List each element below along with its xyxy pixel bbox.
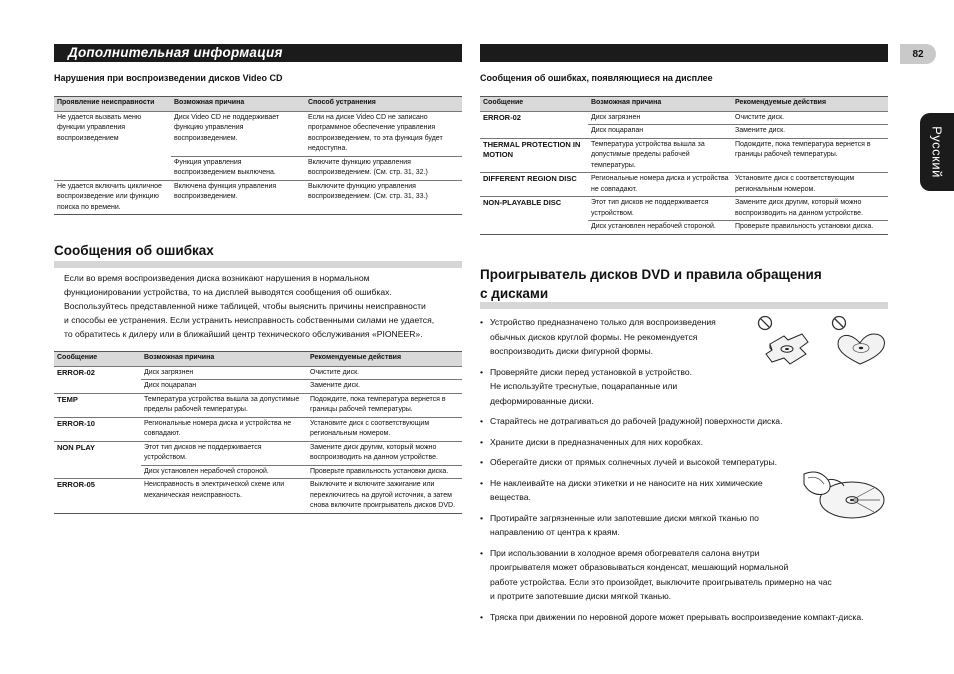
action-cell: Подождите, пока температура вернется в границы рабочей температуры.: [307, 393, 462, 417]
cause-cell: Функция управления воспроизведением выключена.: [171, 156, 305, 180]
list-item: • Устройство предназначено только для воспроизведения обычных дисков круглой формы. Не рекомендуется воспроизводить диски фигурной формы.: [480, 315, 900, 359]
action-cell: Проверьте правильность установки диска.: [307, 465, 462, 479]
table-row: [54, 393, 462, 417]
cause-cell: Этот тип дисков не поддерживается устройством.: [588, 197, 732, 221]
heart-shaped-disc-illustration: [830, 314, 890, 368]
action-cell: Замените диск.: [732, 125, 888, 139]
table-row: [54, 156, 462, 180]
handling-heading: Проигрыватель дисков DVD и правила обращения с дисками: [480, 267, 822, 301]
list-item: • Старайтесь не дотрагиваться до рабочей [радужной] поверхности диска.: [480, 414, 900, 429]
cause-cell: Диск загрязнен: [588, 111, 732, 125]
symptom-cell: [54, 156, 171, 180]
cause-cell: Региональные номера диска и устройства не совпадают.: [141, 417, 307, 441]
column-header: Возможная причина: [588, 97, 732, 112]
cause-cell: Диск поцарапан: [588, 125, 732, 139]
action-cell: Выключите функцию управления воспроизведением. (См. стр. 31, 33.): [305, 180, 462, 215]
table-row: [54, 465, 462, 479]
list-item: • При использовании в холодное время обогревателя салона внутри проигрывателя может образовываться конденсат, мешающий нормальной работе устройства. Если это произойдет, выключите проигрыватель примерно на час и протрите запотевшие диски мягкой тканью.: [480, 546, 900, 604]
message-cell: ERROR-02: [54, 366, 141, 380]
action-cell: Замените диск другим, который можно воспроизводить на данном устройстве.: [732, 197, 888, 221]
table-row: [480, 197, 888, 221]
action-cell: Включите функцию управления воспроизведением. (См. стр. 31, 32.): [305, 156, 462, 180]
page-number: 82: [900, 44, 936, 64]
table-row: [54, 417, 462, 441]
errors-heading: Сообщения об ошибках: [54, 243, 214, 258]
column-header: Сообщение: [54, 352, 141, 367]
display-errors-table: [480, 96, 888, 235]
prohibited-icon: [759, 317, 772, 330]
message-cell: ERROR-02: [480, 111, 588, 125]
message-cell: [480, 125, 588, 139]
table-row: [480, 221, 888, 235]
table-row: [54, 479, 462, 514]
cause-cell: Температура устройства вышла за допустимые пределы рабочей температуры.: [141, 393, 307, 417]
action-cell: Установите диск с соответствующим региональным номером.: [307, 417, 462, 441]
heading-rule: [54, 261, 462, 268]
list-item: • Оберегайте диски от прямых солнечных лучей и высокой температуры.: [480, 455, 900, 470]
section-banner-right: [480, 44, 888, 62]
action-cell: Установите диск с соответствующим региональным номером.: [732, 173, 888, 197]
cause-cell: Включена функция управления воспроизведением.: [171, 180, 305, 215]
language-tab-label: Русский: [929, 126, 945, 178]
symptom-cell: Не удается включить цикличное воспроизведение или функцию поиска по времени.: [54, 180, 171, 215]
column-header: Возможная причина: [171, 97, 305, 112]
errors-intro: Если во время воспроизведения диска возникают нарушения в нормальном функционировании устройства, то на дисплей выводятся сообщения об ошибках. Воспользуйтесь представленной ниже таблицей, чтобы выяснить причины неисправности и способы ее устранения. Если устранить неисправность собственными силами не удается, то обратитесь к дилеру или в ближайший центр технического обслуживания «PIONEER».: [64, 273, 435, 339]
action-cell: Очистите диск.: [307, 366, 462, 380]
column-header: Проявление неисправности: [54, 97, 171, 112]
action-cell: Замените диск.: [307, 380, 462, 394]
action-cell: Выключите и включите зажигание или переключитесь на другой источник, а затем снова включите проигрыватель дисков DVD.: [307, 479, 462, 514]
table-row: [54, 180, 462, 215]
cause-cell: Диск Video CD не поддерживает функцию управления воспроизведением.: [171, 111, 305, 156]
vcd-table: [54, 96, 462, 215]
message-cell: NON PLAY: [54, 441, 141, 465]
message-cell: ERROR-05: [54, 479, 141, 514]
column-header: Рекомендуемые действия: [732, 97, 888, 112]
errors-table: [54, 351, 462, 514]
message-cell: NON-PLAYABLE DISC: [480, 197, 588, 221]
odd-shaped-disc-illustration: [756, 314, 812, 368]
cause-cell: Температура устройства вышла за допустимые пределы рабочей температуры.: [588, 138, 732, 173]
message-cell: ERROR-10: [54, 417, 141, 441]
message-cell: TEMP: [54, 393, 141, 417]
list-item: • Протирайте загрязненные или запотевшие диски мягкой тканью по направлению от центра к краям.: [480, 511, 900, 540]
cause-cell: Неисправность в электрической схеме или механическая неисправность.: [141, 479, 307, 514]
table-row: [54, 380, 462, 394]
message-cell: [54, 380, 141, 394]
disc-wiping-illustration: [800, 466, 888, 524]
table-row: [480, 125, 888, 139]
message-cell: THERMAL PROTECTION IN MOTION: [480, 138, 588, 173]
table-row: [54, 441, 462, 465]
cause-cell: Региональные номера диска и устройства не совпадают.: [588, 173, 732, 197]
section-title: Дополнительная информация: [68, 45, 283, 60]
action-cell: Проверьте правильность установки диска.: [732, 221, 888, 235]
cause-cell: Диск установлен нерабочей стороной.: [141, 465, 307, 479]
action-cell: Подождите, пока температура вернется в границы рабочей температуры.: [732, 138, 888, 173]
list-item: • Храните диски в предназначенных для них коробках.: [480, 435, 900, 450]
action-cell: Очистите диск.: [732, 111, 888, 125]
list-item: • Проверяйте диски перед установкой в устройство. Не используйте треснутые, поцарапанные или деформированные диски.: [480, 365, 900, 409]
list-item: • Тряска при движении по неровной дороге может прерывать воспроизведение компакт-диска.: [480, 610, 900, 625]
cause-cell: Этот тип дисков не поддерживается устройством.: [141, 441, 307, 465]
column-header: Рекомендуемые действия: [307, 352, 462, 367]
cause-cell: Диск установлен нерабочей стороной.: [588, 221, 732, 235]
column-header: Возможная причина: [141, 352, 307, 367]
language-tab: [920, 113, 954, 191]
prohibited-icon: [833, 317, 846, 330]
table-row: [54, 111, 462, 156]
table-row: [480, 138, 888, 173]
cause-cell: Диск поцарапан: [141, 380, 307, 394]
table-row: [480, 173, 888, 197]
cause-cell: Диск загрязнен: [141, 366, 307, 380]
action-cell: Замените диск другим, который можно воспроизводить на данном устройстве.: [307, 441, 462, 465]
symptom-cell: Не удается вызвать меню функции управления воспроизведением: [54, 111, 171, 156]
display-errors-heading: Сообщения об ошибках, появляющиеся на дисплее: [480, 73, 713, 83]
message-cell: [480, 221, 588, 235]
heading-rule: [480, 302, 888, 309]
message-cell: DIFFERENT REGION DISC: [480, 173, 588, 197]
list-item: • Не наклеивайте на диски этикетки и не наносите на них химические вещества.: [480, 476, 900, 505]
column-header: Способ устранения: [305, 97, 462, 112]
message-cell: [54, 465, 141, 479]
table-row: [480, 111, 888, 125]
vcd-heading: Нарушения при воспроизведении дисков Video CD: [54, 73, 283, 83]
table-row: [54, 366, 462, 380]
section-banner: [54, 44, 462, 62]
action-cell: Если на диске Video CD не записано программное обеспечение управления воспроизведением, то эта функция будет недоступна.: [305, 111, 462, 156]
column-header: Сообщение: [480, 97, 588, 112]
